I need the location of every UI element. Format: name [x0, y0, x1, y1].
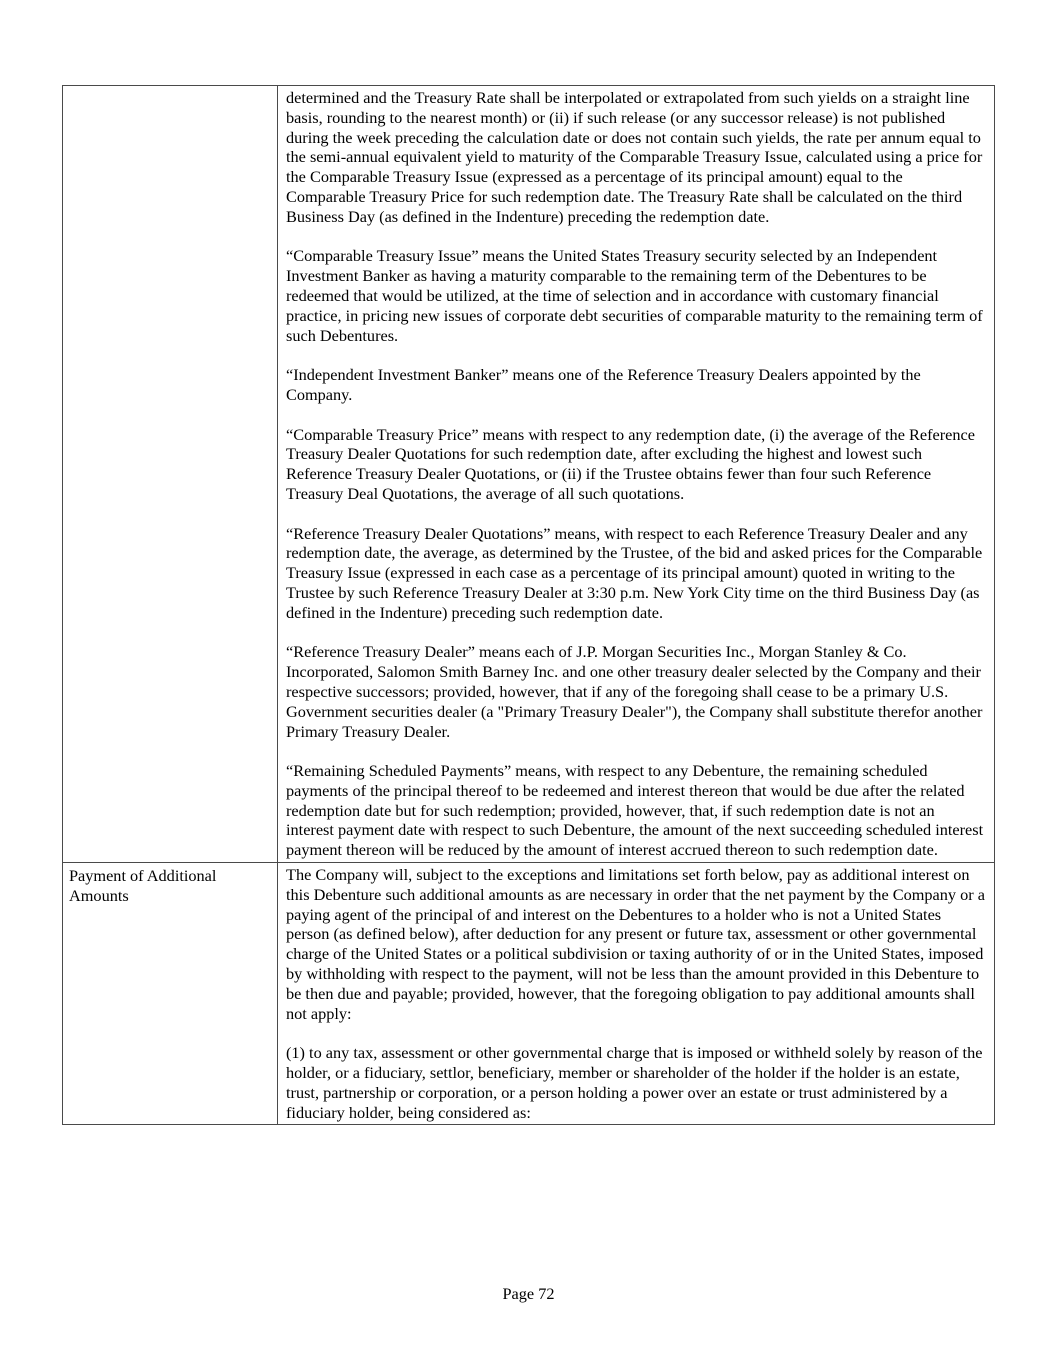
paragraph: “Reference Treasury Dealer” means each of J.P. Morgan Securities Inc., Morgan Stanley & Co. Incorporated, Salomon Smith Barney Inc. and one other treasury dealer selected by the Company and their respective successors; provided, however, that if any of the foregoing shall cease to be a primary U.S. Government securities dealer (a "Primary Treasury Dealer"), the Company shall substitute therefor another Primary Treasury Dealer. — [286, 642, 983, 741]
table-row — [63, 863, 995, 1125]
paragraph: The Company will, subject to the exceptions and limitations set forth below, pay as additional interest on this Debenture such additional amounts as are necessary in order that the net payment by the Company or a paying agent of the principal of and interest on the Debentures to a holder who is not a United States person (as defined below), after deduction for any present or future tax, assessment or other governmental charge of the United States or a political subdivision or taxing authority of or in the United States, imposed by withholding with respect to the payment, will not be less than the amount provided in this Debenture to be then due and payable; provided, however, that the foregoing obligation to pay additional amounts shall not apply: — [286, 865, 985, 1023]
row-content-cell — [278, 86, 995, 863]
paragraph: (1) to any tax, assessment or other governmental charge that is imposed or withheld solely by reason of the holder, or a fiduciary, settlor, beneficiary, member or shareholder of the holder if the holder is an estate, trust, partnership or corporation, or a person holding a power over an estate or trust administered by a fiduciary holder, being considered as: — [286, 1043, 983, 1122]
definitions-table — [62, 85, 995, 1125]
page-number: Page 72 — [502, 1284, 555, 1303]
paragraph: “Comparable Treasury Price” means with respect to any redemption date, (i) the average of the Reference Treasury Dealer Quotations for such redemption date, after excluding the highest and lowest such Reference Treasury Dealer Quotations, or (ii) if the Trustee obtains fewer than four such Reference Treasury Deal Quotations, the average of all such quotations. — [286, 424, 975, 503]
paragraph: “Reference Treasury Dealer Quotations” means, with respect to each Reference Treasury Dealer and any redemption date, the average, as determined by the Trustee, of the bid and asked prices for the Comparable Treasury Issue (expressed in each case as a percentage of its principal amount) quoted in writing to the Trustee by such Reference Treasury Dealer at 3:30 p.m. New York City time on the third Business Day (as defined in the Indenture) preceding such redemption date. — [286, 523, 983, 622]
table-row — [63, 86, 995, 863]
row-label: Payment of Additional Amounts — [69, 866, 217, 905]
paragraph: determined and the Treasury Rate shall be interpolated or extrapolated from such yields on a straight line basis, rounding to the nearest month) or (ii) if such release (or any successor release) is not published during the week preceding the calculation date or does not contain such yields, the rate per annum equal to the semi-annual equivalent yield to maturity of the Comparable Treasury Issue, calculated using a price for the Comparable Treasury Issue (expressed as a percentage of its principal amount) equal to the Comparable Treasury Price for such redemption date. The Treasury Rate shall be calculated on the third Business Day (as defined in the Indenture) preceding the redemption date. — [286, 88, 983, 226]
paragraph: “Remaining Scheduled Payments” means, with respect to any Debenture, the remaining scheduled payments of the principal thereof to be redeemed and interest thereon that would be due after the related redemption date but for such redemption; provided, however, that, if such redemption date is not an interest payment date with respect to such Debenture, the amount of the next succeeding scheduled interest payment thereon will be reduced by the amount of interest accrued thereon to such redemption date. — [286, 761, 984, 860]
paragraph: “Independent Investment Banker” means one of the Reference Treasury Dealers appointed by the Company. — [286, 365, 921, 404]
row-content-cell — [278, 863, 995, 1125]
row-label-cell — [63, 86, 278, 863]
row-label-cell — [63, 863, 278, 1125]
paragraph: “Comparable Treasury Issue” means the United States Treasury security selected by an Independent Investment Banker as having a maturity comparable to the remaining term of the Debentures to be redeemed that would be utilized, at the time of selection and in accordance with customary financial practice, in pricing new issues of corporate debt securities of comparable maturity to the remaining term of such Debentures. — [286, 246, 983, 345]
